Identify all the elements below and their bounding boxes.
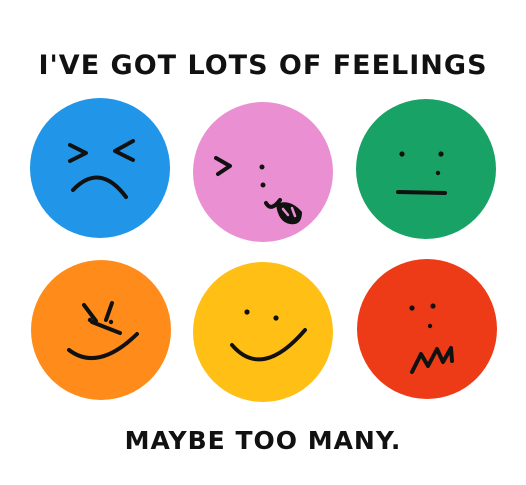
angry-face-circle [30,98,170,238]
headline: I'VE GOT LOTS OF FEELINGS [38,50,488,81]
worried-eye-dot [409,305,414,310]
neutral-nose-dot [436,171,440,175]
silly-eye-dot [260,165,265,170]
neutral-face-circle [356,99,496,239]
silly-eye-dot [261,183,266,188]
worried-nose-dot [428,324,432,328]
mischievous-face-circle [31,260,171,400]
silly-face [193,102,333,242]
happy-face [193,262,333,402]
neutral-mouth [398,192,445,193]
happy-eye-dot [244,309,249,314]
caption: MAYBE TOO MANY. [124,426,402,455]
mischievous-face [31,260,171,400]
neutral-eye-dot [399,151,404,156]
worried-face-circle [357,259,497,399]
neutral-face [356,99,496,239]
worried-face [357,259,497,399]
happy-face-circle [193,262,333,402]
worried-eye-dot [430,303,435,308]
silly-face-circle [193,102,333,242]
neutral-eye-dot [438,151,443,156]
mischief-eye-dot [88,318,92,322]
angry-face [30,98,170,238]
happy-eye-dot [273,315,278,320]
mischief-eye-dot [109,320,113,324]
